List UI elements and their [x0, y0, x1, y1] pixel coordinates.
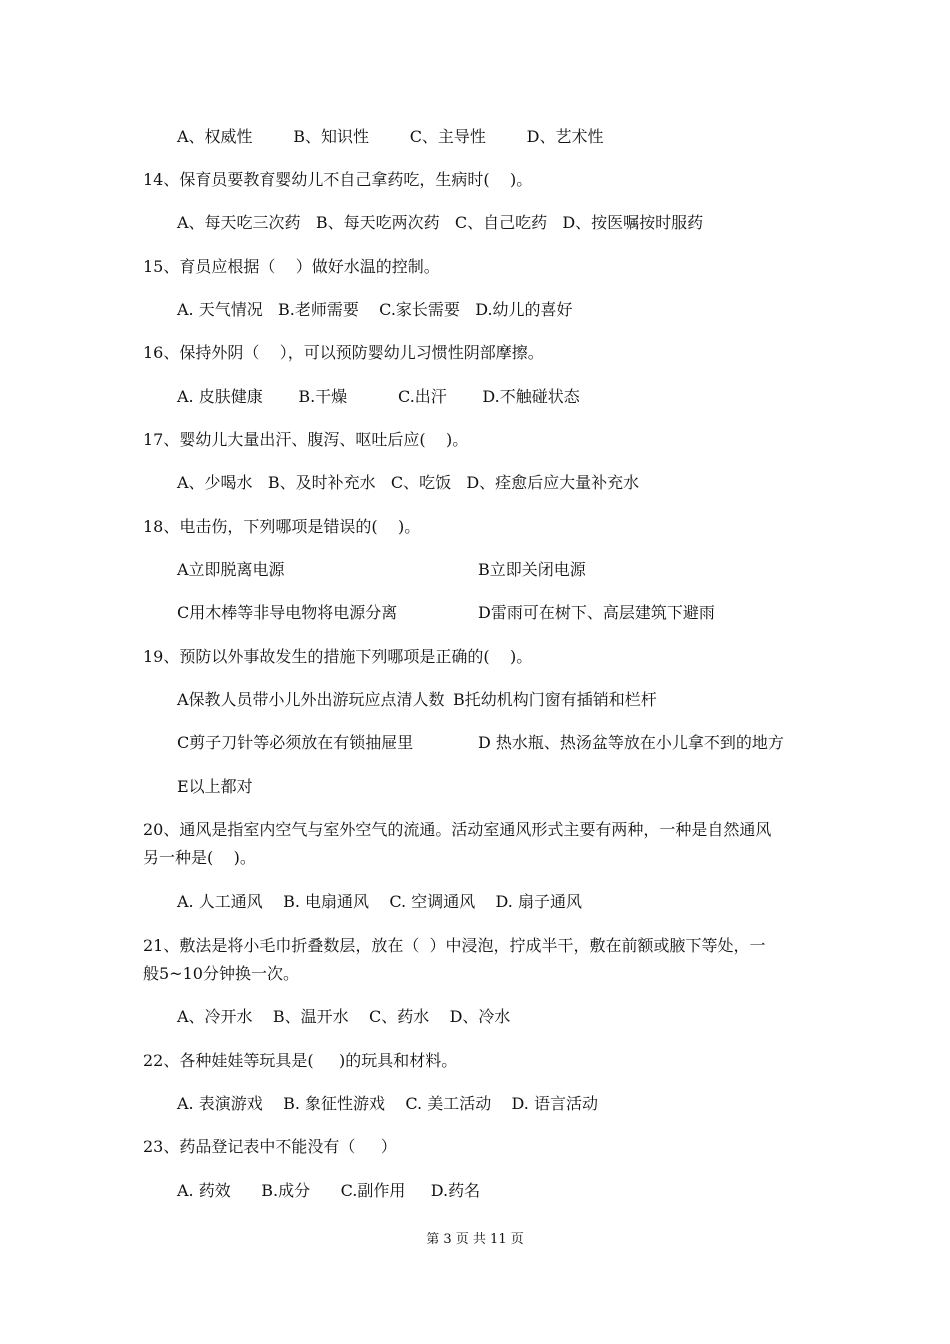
q16-options: A. 皮肤健康 B.干燥 C.出汗 D.不触碰状态 — [177, 387, 580, 406]
q19-option-a: A保教人员带小儿外出游玩应点清人数 — [177, 690, 445, 709]
page-footer: 第 3 页 共 11 页 — [426, 1232, 524, 1247]
q20-stem-line1: 20、通风是指室内空气与室外空气的流通。活动室通风形式主要有两种，一种是自然通风 — [143, 820, 772, 839]
q21-stem-line1: 21、敷法是将小毛巾折叠数层，放在（ ）中浸泡，拧成半干，敷在前额或腋下等处，一 — [143, 936, 766, 955]
q17-options: A、少喝水 B、及时补充水 C、吃饭 D、痊愈后应大量补充水 — [177, 473, 640, 492]
q16-stem: 16、保持外阴（ ），可以预防婴幼儿习惯性阴部摩擦。 — [143, 343, 544, 362]
q22-options: A. 表演游戏 B. 象征性游戏 C. 美工活动 D. 语言活动 — [177, 1094, 598, 1113]
q18-option-d: D雷雨可在树下、高层建筑下避雨 — [478, 603, 715, 622]
q20-stem-line2: 另一种是( )。 — [143, 848, 256, 867]
q15-options: A. 天气情况 B.老师需要 C.家长需要 D.幼儿的喜好 — [177, 300, 573, 319]
q14-stem: 14、保育员要教育婴幼儿不自己拿药吃，生病时( )。 — [143, 170, 533, 189]
q21-options: A、冷开水 B、温开水 C、药水 D、冷水 — [177, 1007, 511, 1026]
q19-option-e: E以上都对 — [177, 777, 253, 796]
q17-stem: 17、婴幼儿大量出汗、腹泻、呕吐后应( )。 — [143, 430, 469, 449]
q23-stem: 23、药品登记表中不能没有（ ） — [143, 1137, 397, 1156]
q19-stem: 19、预防以外事故发生的措施下列哪项是正确的( )。 — [143, 647, 533, 666]
q20-options: A. 人工通风 B. 电扇通风 C. 空调通风 D. 扇子通风 — [177, 892, 582, 911]
q23-options: A. 药效 B.成分 C.副作用 D.药名 — [177, 1181, 481, 1200]
q15-stem: 15、育员应根据（ ）做好水温的控制。 — [143, 257, 440, 276]
q14-options: A、每天吃三次药 B、每天吃两次药 C、自己吃药 D、按医嘱按时服药 — [177, 213, 704, 232]
q19-option-b: B托幼机构门窗有插销和栏杆 — [453, 690, 657, 709]
q13-options: A、权威性 B、知识性 C、主导性 D、艺术性 — [177, 127, 604, 146]
q18-option-a: A立即脱离电源 — [177, 560, 285, 579]
q18-option-c: C用木棒等非导电物将电源分离 — [177, 603, 398, 622]
q19-option-c: C剪子刀针等必须放在有锁抽屉里 — [177, 733, 414, 752]
q21-stem-line2: 般5~10分钟换一次。 — [143, 964, 299, 983]
q22-stem: 22、各种娃娃等玩具是( )的玩具和材料。 — [143, 1051, 458, 1070]
q19-option-d: D 热水瓶、热汤盆等放在小儿拿不到的地方 — [478, 733, 784, 752]
q18-stem: 18、电击伤，下列哪项是错误的( )。 — [143, 517, 421, 536]
q18-option-b: B立即关闭电源 — [478, 560, 586, 579]
